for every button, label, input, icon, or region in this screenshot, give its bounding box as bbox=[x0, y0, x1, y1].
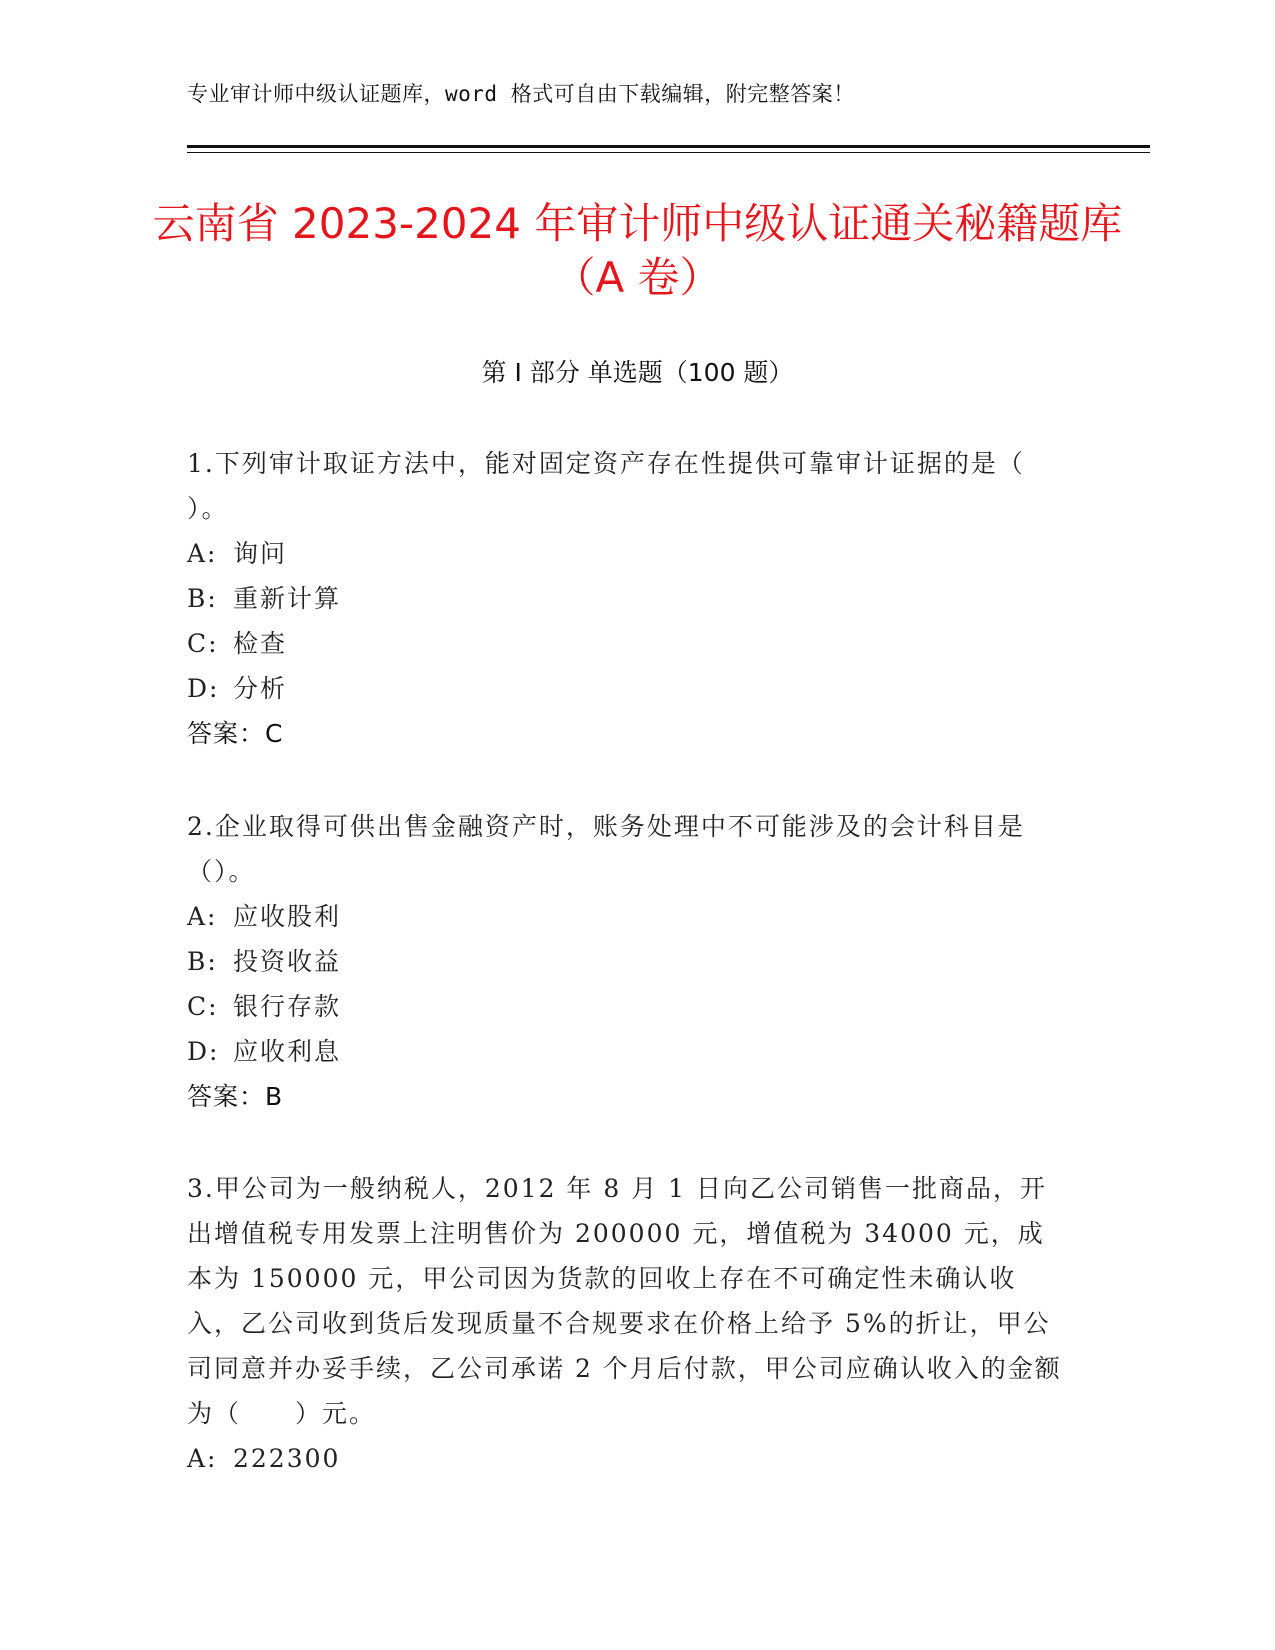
option-b bbox=[187, 939, 1067, 984]
option-letter: A: bbox=[187, 539, 218, 568]
option-text: 重新计算 bbox=[233, 584, 342, 613]
header-note: 专业审计师中级认证题库，word 格式可自由下载编辑，附完整答案！ bbox=[187, 82, 855, 106]
header-divider-thick bbox=[187, 145, 1150, 148]
answer-line: 答案：C bbox=[187, 719, 284, 748]
option-a bbox=[187, 531, 1067, 576]
option-letter: A: bbox=[187, 1444, 218, 1473]
option-letter: C: bbox=[187, 629, 219, 658]
document-title: 云南省 2023-2024 年审计师中级认证通关秘籍题库（A 卷） bbox=[152, 199, 1123, 302]
question-1 bbox=[187, 441, 1067, 756]
option-text: 检查 bbox=[233, 629, 288, 658]
option-text: 应收股利 bbox=[233, 902, 342, 931]
option-d bbox=[187, 666, 1067, 711]
option-b bbox=[187, 576, 1067, 621]
question-stem: 2.企业取得可供出售金融资产时，账务处理中不可能涉及的会计科目是（）。 bbox=[187, 812, 1025, 886]
section-title: 第 I 部分 单选题（100 题） bbox=[481, 358, 794, 387]
option-letter: D: bbox=[187, 1037, 220, 1066]
option-letter: D: bbox=[187, 674, 220, 703]
option-letter: B: bbox=[187, 947, 218, 976]
option-c bbox=[187, 621, 1067, 666]
option-text: 应收利息 bbox=[233, 1037, 342, 1066]
question-2 bbox=[187, 804, 1067, 1119]
option-text: 投资收益 bbox=[233, 947, 342, 976]
option-a bbox=[187, 1436, 1067, 1481]
option-letter: A: bbox=[187, 902, 218, 931]
option-c bbox=[187, 984, 1067, 1029]
option-d bbox=[187, 1029, 1067, 1074]
option-text: 222300 bbox=[233, 1444, 341, 1473]
question-3 bbox=[187, 1166, 1067, 1481]
option-letter: B: bbox=[187, 584, 218, 613]
option-text: 银行存款 bbox=[233, 992, 342, 1021]
question-stem: 3.甲公司为一般纳税人，2012 年 8 月 1 日向乙公司销售一批商品，开出增值税专用发票上注明售价为 200000 元，增值税为 34000 元，成本为 150000 元，甲公司因为货款的回收上存在不可确定性未确认收入，乙公司收到货后发现质量不合规要求在价格上给予 5%的折让，甲公司同意并办妥手续，乙公司承诺 2 个月后付款，甲公司应确认收入的金额为（ ）元。 bbox=[187, 1174, 1062, 1428]
header-divider-thin bbox=[187, 152, 1150, 153]
question-stem: 1.下列审计取证方法中，能对固定资产存在性提供可靠审计证据的是（ ）。 bbox=[187, 449, 1025, 523]
option-a bbox=[187, 894, 1067, 939]
option-text: 询问 bbox=[233, 539, 288, 568]
answer-line: 答案：B bbox=[187, 1082, 284, 1111]
option-text: 分析 bbox=[233, 674, 288, 703]
option-letter: C: bbox=[187, 992, 219, 1021]
